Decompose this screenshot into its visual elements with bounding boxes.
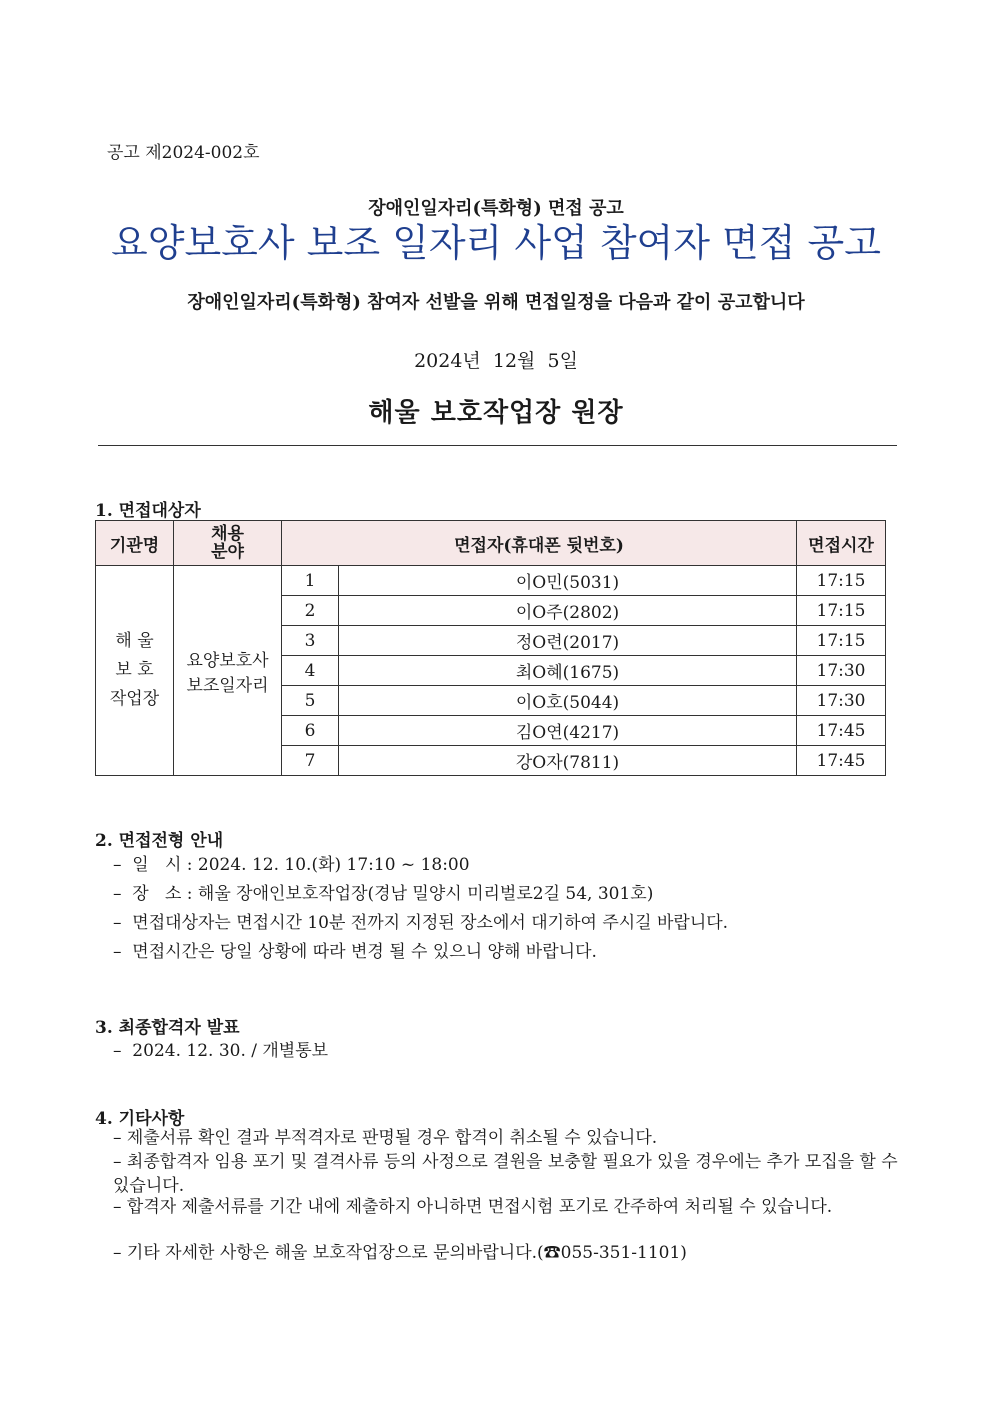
header-divider bbox=[98, 445, 897, 446]
col-field-header-line2: 분야 bbox=[211, 542, 244, 562]
notice-number: 공고 제2024-002호 bbox=[107, 143, 260, 163]
col-applicant-header: 면접자(휴대폰 뒷번호) bbox=[282, 521, 797, 566]
other-item: – 기타 자세한 사항은 해울 보호작업장으로 문의바랍니다.(☎055-351-1101) bbox=[113, 1243, 687, 1263]
org-line: 해 울 bbox=[115, 631, 154, 651]
other-item: – 최종합격자 임용 포기 및 결격사류 등의 사정으로 결원을 보충할 필요가 있을 경우에는 추가 모집을 할 수 있습니다. bbox=[113, 1152, 898, 1196]
row-number: 7 bbox=[282, 746, 339, 776]
schedule-item: – 일 시 : 2024. 12. 10.(화) 17:10 ~ 18:00 bbox=[113, 855, 470, 875]
table-header-row bbox=[96, 521, 886, 566]
org-line: 보 호 bbox=[115, 660, 154, 680]
applicant-name: 이O주(2802) bbox=[339, 596, 797, 626]
org-line: 작업장 bbox=[109, 689, 160, 709]
notice-subtitle: 장애인일자리(특화형) 면접 공고 bbox=[368, 198, 624, 219]
col-field-header bbox=[174, 521, 282, 566]
col-time-header: 면접시간 bbox=[797, 521, 886, 566]
section4-heading: 4. 기타사항 bbox=[95, 1109, 185, 1129]
field-line: 보조일자리 bbox=[186, 675, 269, 696]
schedule-item: – 장 소 : 해울 장애인보호작업장(경남 밀양시 미리벌로2길 54, 301호) bbox=[113, 884, 654, 904]
notice-date: 2024년 12월 5일 bbox=[414, 350, 578, 372]
row-number: 2 bbox=[282, 596, 339, 626]
section3-heading: 3. 최종합격자 발표 bbox=[95, 1018, 240, 1038]
applicant-name: 최O혜(1675) bbox=[339, 656, 797, 686]
schedule-item: – 면접시간은 당일 상황에 따라 변경 될 수 있으니 양해 바랍니다. bbox=[113, 942, 597, 962]
section1-heading: 1. 면접대상자 bbox=[95, 501, 201, 521]
other-item: – 합격자 제출서류를 기간 내에 제출하지 아니하면 면접시험 포기로 간주하여 처리될 수 있습니다. bbox=[113, 1197, 833, 1217]
row-number: 3 bbox=[282, 626, 339, 656]
other-item: – 제출서류 확인 결과 부적격자로 판명될 경우 합격이 취소될 수 있습니다. bbox=[113, 1128, 658, 1148]
notice-issuer: 해울 보호작업장 원장 bbox=[368, 398, 624, 428]
row-number: 5 bbox=[282, 686, 339, 716]
schedule-item: – 면접대상자는 면접시간 10분 전까지 지정된 장소에서 대기하여 주시길 바랍니다. bbox=[113, 913, 729, 933]
col-org-header: 기관명 bbox=[96, 521, 174, 566]
section2-heading: 2. 면접전형 안내 bbox=[95, 831, 224, 851]
interview-time: 17:15 bbox=[797, 626, 886, 656]
interview-time: 17:45 bbox=[797, 746, 886, 776]
interview-table bbox=[95, 520, 886, 776]
field-cell bbox=[174, 566, 282, 776]
notice-lead: 장애인일자리(특화형) 참여자 선발을 위해 면접일정을 다음과 같이 공고합니다 bbox=[187, 292, 805, 313]
notice-title: 요양보호사 보조 일자리 사업 참여자 면접 공고 bbox=[111, 221, 881, 265]
interview-time: 17:30 bbox=[797, 686, 886, 716]
field-line: 요양보호사 bbox=[186, 650, 269, 671]
interview-time: 17:30 bbox=[797, 656, 886, 686]
col-field-header-line1: 채용 bbox=[211, 524, 244, 544]
org-cell bbox=[96, 566, 174, 776]
applicant-name: 이O민(5031) bbox=[339, 566, 797, 596]
applicant-name: 이O호(5044) bbox=[339, 686, 797, 716]
interview-time: 17:15 bbox=[797, 596, 886, 626]
applicant-name: 강O자(7811) bbox=[339, 746, 797, 776]
applicant-name: 정O련(2017) bbox=[339, 626, 797, 656]
announcement-item: – 2024. 12. 30. / 개별통보 bbox=[113, 1041, 329, 1061]
table-row bbox=[96, 566, 886, 596]
row-number: 4 bbox=[282, 656, 339, 686]
applicant-name: 김O연(4217) bbox=[339, 716, 797, 746]
interview-time: 17:15 bbox=[797, 566, 886, 596]
row-number: 1 bbox=[282, 566, 339, 596]
interview-time: 17:45 bbox=[797, 716, 886, 746]
row-number: 6 bbox=[282, 716, 339, 746]
